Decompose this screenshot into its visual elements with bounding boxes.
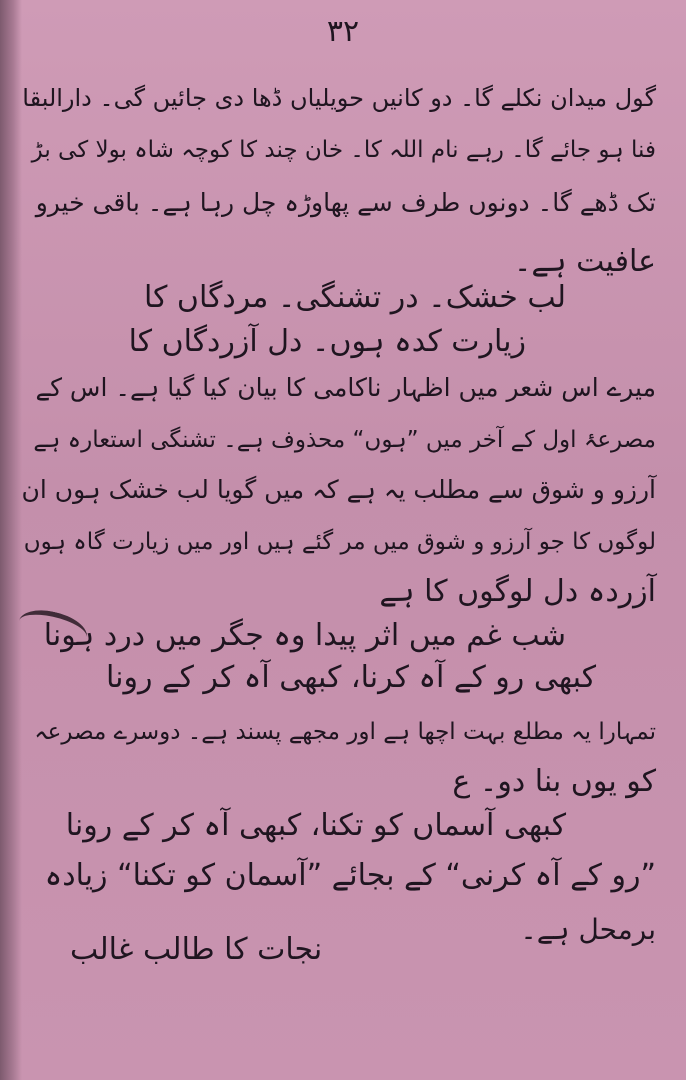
text-line: تمہارا یہ مطلع بہت اچھا ہے اور مجھے پسند ہے۔ دوسرے مصرعہ — [34, 719, 656, 745]
text-line: عافیت ہے۔ — [513, 244, 656, 279]
text-line: آزردہ دل لوگوں کا ہے — [379, 574, 656, 609]
page-spine-shadow — [0, 0, 22, 1080]
text-line: تک ڈھے گا۔ دونوں طرف سے پھاوڑہ چل رہا ہے۔ باقی خیرو — [35, 188, 656, 217]
text-line: آرزو و شوق سے مطلب یہ ہے کہ میں گویا لب خشک ہوں ان — [21, 475, 656, 504]
verse-line: لب خشک۔ در تشنگی۔ مردگاں کا — [143, 280, 566, 315]
text-line: فنا ہو جائے گا۔ رہے نام اللہ کا۔ خان چند کا کوچہ شاہ بولا کی بڑ — [31, 137, 656, 163]
text-line: ”رو کے آہ کرنی“ کے بجائے ”آسمان کو تکنا“ زیادہ — [44, 858, 656, 893]
text-line: گول میدان نکلے گا۔ دو کانیں حویلیاں ڈھا دی جائیں گی۔ دارالبقا — [22, 84, 656, 112]
text-line: برمحل ہے۔ — [520, 913, 656, 946]
verse-line: شب غم میں اثر پیدا وہ جگر میں درد ہونا — [43, 618, 566, 653]
text-line: مصرعۂ اول کے آخر میں ”ہوں“ محذوف ہے۔ تشنگی استعارہ ہے — [33, 427, 656, 453]
verse-line: کبھی آسماں کو تکنا، کبھی آہ کر کے رونا — [65, 808, 566, 843]
verse-line: کبھی رو کے آہ کرنا، کبھی آہ کر کے رونا — [106, 660, 596, 695]
text-line: لوگوں کا جو آرزو و شوق میں مر گئے ہیں اور میں زیارت گاہ ہوں — [23, 529, 656, 555]
page-number: ۳۲ — [326, 14, 360, 49]
signature: نجات کا طالب غالب — [70, 932, 323, 967]
text-line: میرے اس شعر میں اظہار ناکامی کا بیان کیا گیا ہے۔ اس کے — [35, 373, 656, 402]
text-line: کو یوں بنا دو۔ ع — [452, 764, 656, 799]
verse-line: زیارت کدہ ہوں۔ دل آزردگاں کا — [128, 324, 526, 359]
